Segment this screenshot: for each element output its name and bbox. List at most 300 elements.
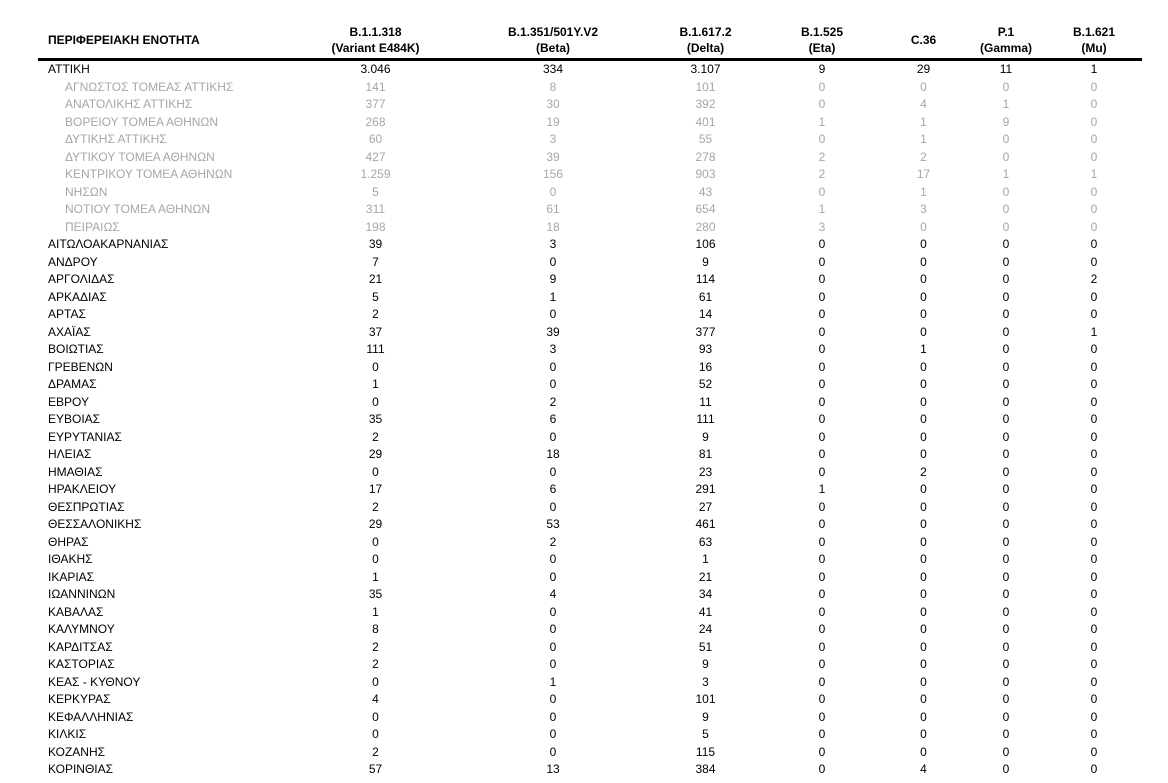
variant-count-cell: 0 xyxy=(1090,517,1098,531)
table-row xyxy=(38,761,1142,779)
variant-count-cell: 0 xyxy=(549,552,557,566)
variant-count-cell: 0 xyxy=(1090,622,1098,636)
header-variant-code: B.1.525 xyxy=(800,25,844,39)
variant-count-cell: 11 xyxy=(699,394,712,409)
variant-count-cell: 0 xyxy=(372,534,379,549)
header-row xyxy=(38,22,1142,60)
variant-count-cell: 1 xyxy=(920,342,927,356)
variant-count-cell: 39 xyxy=(546,149,560,164)
variant-count-cell: 0 xyxy=(1090,359,1098,374)
variant-count-cell: 1 xyxy=(372,604,379,619)
table-row xyxy=(38,306,1142,324)
table-row xyxy=(38,60,1142,79)
table-row xyxy=(38,446,1142,464)
variant-count-cell: 1 xyxy=(920,114,927,129)
variant-count-cell: 0 xyxy=(818,674,826,689)
variant-count-cell: 0 xyxy=(1002,394,1010,409)
region-name-cell: ΑΧΑΪΑΣ xyxy=(48,324,91,339)
variant-count-cell: 0 xyxy=(818,377,826,391)
header-variant xyxy=(648,22,763,60)
variant-count-cell: 0 xyxy=(818,412,826,426)
variant-count-cell: 0 xyxy=(1002,674,1010,689)
variant-count-cell: 0 xyxy=(818,604,826,619)
region-name-cell: ΑΝΔΡΟΥ xyxy=(48,254,98,269)
region-name-cell: ΑΡΓΟΛΙΔΑΣ xyxy=(48,272,115,286)
variant-count-cell: 1 xyxy=(372,569,379,584)
variant-count-cell: 0 xyxy=(920,412,927,426)
variant-count-cell: 2 xyxy=(549,394,557,409)
variant-count-cell: 0 xyxy=(920,604,927,619)
variant-count-cell: 0 xyxy=(1002,517,1010,531)
variant-count-cell: 4 xyxy=(920,762,927,776)
variant-count-cell: 21 xyxy=(368,272,383,286)
region-name-cell: ΚΕΑΣ - ΚΥΘΝΟΥ xyxy=(48,674,141,689)
variant-count-cell: 9 xyxy=(702,429,709,444)
variant-count-cell: 0 xyxy=(372,674,379,689)
table-row-subregion xyxy=(38,184,1142,202)
variant-count-cell: 14 xyxy=(698,307,713,321)
variant-count-cell: 1 xyxy=(818,482,826,496)
variant-count-cell: 0 xyxy=(818,359,826,374)
region-name-cell: ΚΑΛΥΜΝΟΥ xyxy=(48,622,115,636)
table-row xyxy=(38,726,1142,744)
variant-count-cell: 2 xyxy=(372,657,379,671)
variant-count-cell: 1.259 xyxy=(360,167,391,181)
variant-count-cell: 0 xyxy=(1002,254,1010,269)
variant-count-cell: 0 xyxy=(818,499,826,514)
variant-count-cell: 0 xyxy=(549,622,557,636)
variant-count-cell: 2 xyxy=(372,499,379,514)
variant-count-cell: 0 xyxy=(818,254,826,269)
variant-count-cell: 0 xyxy=(1090,552,1098,566)
variant-count-cell: 2 xyxy=(372,744,379,759)
region-name-cell: ΑΓΝΩΣΤΟΣ ΤΟΜΕΑΣ ΑΤΤΙΚΗΣ xyxy=(65,79,234,94)
variant-count-cell: 0 xyxy=(1002,657,1010,671)
variant-count-cell: 9 xyxy=(549,272,557,286)
variant-count-cell: 0 xyxy=(1002,272,1010,286)
variant-count-cell: 0 xyxy=(920,622,927,636)
variant-count-cell: 0 xyxy=(920,394,927,409)
table-row xyxy=(38,709,1142,727)
variant-count-cell: 0 xyxy=(549,184,557,199)
variant-count-cell: 0 xyxy=(1090,342,1098,356)
header-region: ΠΕΡΙΦΕΡΕΙΑΚΗ ΕΝΟΤΗΤΑ xyxy=(38,22,293,60)
variant-count-cell: 0 xyxy=(1090,692,1098,706)
variant-count-cell: 51 xyxy=(698,639,713,654)
variant-count-cell: 0 xyxy=(818,184,826,199)
variant-count-cell: 0 xyxy=(1002,709,1010,724)
variant-count-cell: 0 xyxy=(1090,569,1098,584)
variant-count-cell: 0 xyxy=(1090,202,1098,216)
variant-count-cell: 0 xyxy=(1002,727,1010,741)
variant-count-cell: 0 xyxy=(1090,114,1098,129)
variant-count-cell: 0 xyxy=(1090,254,1098,269)
table-row xyxy=(38,744,1142,762)
variant-count-cell: 0 xyxy=(1090,482,1098,496)
variant-count-cell: 2 xyxy=(549,534,557,549)
variant-count-cell: 0 xyxy=(372,709,379,724)
variant-count-cell: 0 xyxy=(920,499,927,514)
table-row xyxy=(38,569,1142,587)
region-name-cell: ΔΥΤΙΚΗΣ ΑΤΤΙΚΗΣ xyxy=(65,132,167,146)
variant-count-cell: 0 xyxy=(549,464,557,479)
variant-count-cell: 0 xyxy=(549,709,557,724)
variant-count-cell: 0 xyxy=(920,377,927,391)
variant-count-cell: 6 xyxy=(549,482,557,496)
variant-count-cell: 0 xyxy=(1090,727,1098,741)
variant-count-cell: 5 xyxy=(702,727,709,741)
variant-count-cell: 0 xyxy=(1090,429,1098,444)
variant-count-cell: 43 xyxy=(698,184,713,199)
variant-count-cell: 0 xyxy=(1090,499,1098,514)
variant-count-cell: 0 xyxy=(818,534,826,549)
variant-count-cell: 0 xyxy=(1090,307,1098,321)
table-body xyxy=(38,60,1142,779)
region-name-cell: ΘΕΣΠΡΩΤΙΑΣ xyxy=(48,499,125,514)
variant-count-cell: 0 xyxy=(818,552,826,566)
variant-count-cell: 0 xyxy=(920,639,927,654)
variant-count-cell: 93 xyxy=(698,342,713,356)
region-name-cell: ΑΤΤΙΚΗ xyxy=(48,62,90,76)
variant-count-cell: 0 xyxy=(920,709,927,724)
variant-count-cell: 0 xyxy=(549,307,557,321)
variant-count-cell: 0 xyxy=(1090,149,1098,164)
variant-count-cell: 1 xyxy=(372,377,379,391)
header-variant-name: (Mu) xyxy=(1081,41,1107,55)
variant-count-cell: 111 xyxy=(366,342,385,356)
variant-count-cell: 0 xyxy=(1002,692,1010,706)
variant-count-cell: 61 xyxy=(698,289,713,304)
table-row xyxy=(38,324,1142,342)
header-variant-code: B.1.351/501Y.V2 xyxy=(507,25,599,39)
variant-count-cell: 17 xyxy=(368,482,383,496)
variant-count-cell: 1 xyxy=(549,289,557,304)
variant-count-cell: 19 xyxy=(546,114,560,129)
variant-count-cell: 0 xyxy=(1090,289,1098,304)
table-row xyxy=(38,621,1142,639)
variant-count-cell: 278 xyxy=(695,149,716,164)
header-variant-code: B.1.1.318 xyxy=(349,25,402,39)
variant-count-cell: 3 xyxy=(818,219,826,234)
region-name-cell: ΒΟΡΕΙΟΥ ΤΟΜΕΑ ΑΘΗΝΩΝ xyxy=(65,114,219,129)
variant-count-cell: 0 xyxy=(1090,394,1098,409)
variant-count-cell: 30 xyxy=(546,97,560,111)
variant-count-cell: 27 xyxy=(698,499,713,514)
variant-count-cell: 3.046 xyxy=(360,62,391,76)
variant-count-cell: 0 xyxy=(1002,377,1010,391)
variant-count-cell: 0 xyxy=(1002,184,1010,199)
variant-count-cell: 0 xyxy=(920,727,927,741)
region-name-cell: ΘΕΣΣΑΛΟΝΙΚΗΣ xyxy=(48,517,142,531)
region-name-cell: ΒΟΙΩΤΙΑΣ xyxy=(48,342,104,356)
region-name-cell: ΔΡΑΜΑΣ xyxy=(48,377,97,391)
variant-count-cell: 18 xyxy=(546,219,560,234)
variant-count-cell: 5 xyxy=(372,289,379,304)
variants-by-region-table xyxy=(38,22,1142,779)
variant-count-cell: 0 xyxy=(1090,97,1098,111)
variant-count-cell: 0 xyxy=(1002,307,1010,321)
variant-count-cell: 21 xyxy=(698,569,713,584)
variant-count-cell: 0 xyxy=(549,604,557,619)
variant-count-cell: 24 xyxy=(698,622,713,636)
variant-count-cell: 0 xyxy=(1002,132,1010,146)
variant-count-cell: 291 xyxy=(695,482,716,496)
variant-count-cell: 34 xyxy=(698,587,713,601)
variant-count-cell: 2 xyxy=(920,464,927,479)
variant-count-cell: 903 xyxy=(695,167,716,181)
table-row-subregion xyxy=(38,96,1142,114)
variant-count-cell: 0 xyxy=(1002,219,1010,234)
region-name-cell: ΓΡΕΒΕΝΩΝ xyxy=(48,359,113,374)
variant-count-cell: 57 xyxy=(368,762,383,776)
variant-count-cell: 3 xyxy=(549,237,557,251)
region-name-cell: ΙΩΑΝΝΙΝΩΝ xyxy=(48,587,116,601)
variant-count-cell: 0 xyxy=(1002,482,1010,496)
region-name-cell: ΠΕΙΡΑΙΩΣ xyxy=(65,219,120,234)
region-name-cell: ΙΘΑΚΗΣ xyxy=(48,552,93,566)
variant-count-cell: 1 xyxy=(1090,62,1098,76)
variant-count-cell: 0 xyxy=(1090,79,1098,94)
variant-count-cell: 2 xyxy=(818,149,826,164)
variant-count-cell: 0 xyxy=(818,762,826,776)
variant-count-cell: 0 xyxy=(1002,447,1010,461)
variant-count-cell: 0 xyxy=(920,744,927,759)
region-name-cell: ΚΟΖΑΝΗΣ xyxy=(48,744,106,759)
variant-count-cell: 0 xyxy=(1090,744,1098,759)
variant-count-cell: 0 xyxy=(372,552,379,566)
region-name-cell: ΕΥΒΟΙΑΣ xyxy=(48,412,101,426)
variant-count-cell: 0 xyxy=(920,587,927,601)
variant-count-cell: 53 xyxy=(546,517,560,531)
variant-count-cell: 4 xyxy=(372,692,379,706)
variant-count-cell: 0 xyxy=(818,587,826,601)
variant-count-cell: 17 xyxy=(916,167,931,181)
variant-count-cell: 3.107 xyxy=(690,62,721,76)
variant-count-cell: 1 xyxy=(818,202,826,216)
header-variant-name: (Beta) xyxy=(535,41,570,55)
variant-count-cell: 0 xyxy=(818,709,826,724)
variant-count-cell: 0 xyxy=(1090,674,1098,689)
variant-count-cell: 4 xyxy=(920,97,927,111)
table-row xyxy=(38,534,1142,552)
variant-count-cell: 63 xyxy=(698,534,713,549)
region-name-cell: ΕΒΡΟΥ xyxy=(48,394,89,409)
variant-count-cell: 0 xyxy=(920,289,927,304)
variant-count-cell: 0 xyxy=(818,79,826,94)
variant-count-cell: 392 xyxy=(695,97,716,111)
header-variant xyxy=(763,22,881,60)
variant-count-cell: 0 xyxy=(920,447,927,461)
variant-count-cell: 9 xyxy=(702,254,709,269)
region-name-cell: ΑΙΤΩΛΟΑΚΑΡΝΑΝΙΑΣ xyxy=(48,237,169,251)
variant-count-cell: 0 xyxy=(549,359,557,374)
variant-count-cell: 1 xyxy=(1002,167,1010,181)
table-row xyxy=(38,254,1142,272)
header-variant-code: B.1.621 xyxy=(1072,25,1116,39)
variant-count-cell: 0 xyxy=(920,674,927,689)
table-row-subregion xyxy=(38,201,1142,219)
variant-count-cell: 8 xyxy=(372,622,379,636)
region-name-cell: ΚΟΡΙΝΘΙΑΣ xyxy=(48,762,114,776)
variant-count-cell: 0 xyxy=(818,307,826,321)
variant-count-cell: 198 xyxy=(365,219,386,234)
variant-count-cell: 0 xyxy=(1090,464,1098,479)
variant-count-cell: 0 xyxy=(1002,587,1010,601)
region-name-cell: ΚΙΛΚΙΣ xyxy=(48,727,87,741)
region-name-cell: ΚΑΒΑΛΑΣ xyxy=(48,604,104,619)
variant-count-cell: 0 xyxy=(920,552,927,566)
variant-count-cell: 0 xyxy=(1002,412,1010,426)
variant-count-cell: 0 xyxy=(818,639,826,654)
variant-count-cell: 1 xyxy=(549,674,557,689)
variant-count-cell: 280 xyxy=(695,219,716,234)
variant-count-cell: 0 xyxy=(549,429,557,444)
table-row-subregion xyxy=(38,219,1142,237)
variant-count-cell: 1 xyxy=(920,184,927,199)
table-row-subregion xyxy=(38,114,1142,132)
variant-count-cell: 101 xyxy=(695,692,716,706)
variant-count-cell: 0 xyxy=(1002,499,1010,514)
variant-count-cell: 0 xyxy=(818,342,826,356)
variant-count-cell: 0 xyxy=(818,727,826,741)
variant-count-cell: 13 xyxy=(546,762,560,776)
header-variant xyxy=(1046,22,1142,60)
variant-count-cell: 0 xyxy=(1002,429,1010,444)
variant-count-cell: 427 xyxy=(365,149,386,164)
variant-count-cell: 0 xyxy=(818,429,826,444)
variant-count-cell: 111 xyxy=(696,412,715,426)
variant-count-cell: 52 xyxy=(698,377,713,391)
variant-count-cell: 60 xyxy=(368,132,383,146)
table-row-subregion xyxy=(38,149,1142,167)
variant-count-cell: 0 xyxy=(818,394,826,409)
variant-count-cell: 11 xyxy=(999,62,1013,76)
variant-count-cell: 3 xyxy=(549,342,557,356)
variant-count-cell: 0 xyxy=(920,657,927,671)
variant-count-cell: 0 xyxy=(818,692,826,706)
variant-count-cell: 0 xyxy=(1002,289,1010,304)
region-name-cell: ΗΛΕΙΑΣ xyxy=(48,447,92,461)
header-variant-code: B.1.617.2 xyxy=(679,25,732,39)
table-row xyxy=(38,691,1142,709)
variant-count-cell: 0 xyxy=(818,569,826,584)
variant-count-cell: 0 xyxy=(920,429,927,444)
table-row xyxy=(38,586,1142,604)
region-name-cell: ΕΥΡΥΤΑΝΙΑΣ xyxy=(48,429,122,444)
table-row xyxy=(38,236,1142,254)
region-name-cell: ΚΑΣΤΟΡΙΑΣ xyxy=(48,657,115,671)
variant-count-cell: 9 xyxy=(702,709,709,724)
variant-count-cell: 3 xyxy=(702,674,709,689)
variant-count-cell: 39 xyxy=(368,237,383,251)
variant-count-cell: 0 xyxy=(549,377,557,391)
region-name-cell: ΑΝΑΤΟΛΙΚΗΣ ΑΤΤΙΚΗΣ xyxy=(65,97,193,111)
table-row xyxy=(38,271,1142,289)
variant-count-cell: 0 xyxy=(920,692,927,706)
variant-count-cell: 0 xyxy=(1002,552,1010,566)
variant-count-cell: 2 xyxy=(372,307,379,321)
variant-count-cell: 0 xyxy=(1090,132,1098,146)
variant-count-cell: 0 xyxy=(1090,709,1098,724)
variant-count-cell: 0 xyxy=(1002,149,1010,164)
variant-count-cell: 18 xyxy=(546,447,560,461)
variant-count-cell: 3 xyxy=(549,132,557,146)
variant-count-cell: 0 xyxy=(1002,359,1010,374)
variant-count-cell: 1 xyxy=(1002,97,1010,111)
header-variant xyxy=(881,22,966,60)
table-row xyxy=(38,411,1142,429)
variant-count-cell: 9 xyxy=(1002,114,1010,129)
variant-count-cell: 0 xyxy=(1002,604,1010,619)
variant-count-cell: 61 xyxy=(546,202,560,216)
variant-count-cell: 35 xyxy=(368,587,383,601)
variant-count-cell: 115 xyxy=(695,744,716,759)
variant-count-cell: 55 xyxy=(698,132,713,146)
variant-count-cell: 0 xyxy=(1090,237,1098,251)
variant-count-cell: 0 xyxy=(920,482,927,496)
variant-count-cell: 0 xyxy=(920,272,927,286)
variant-count-cell: 654 xyxy=(695,202,716,216)
variant-count-cell: 0 xyxy=(818,657,826,671)
region-name-cell: ΗΜΑΘΙΑΣ xyxy=(48,464,103,479)
variant-count-cell: 141 xyxy=(365,79,386,94)
variant-count-cell: 29 xyxy=(368,517,383,531)
variant-count-cell: 0 xyxy=(920,219,927,234)
variant-count-cell: 0 xyxy=(920,79,927,94)
variant-count-cell: 0 xyxy=(920,359,927,374)
variant-count-cell: 9 xyxy=(702,657,709,671)
variant-count-cell: 334 xyxy=(542,62,564,76)
header-variant xyxy=(458,22,648,60)
table-row-subregion xyxy=(38,79,1142,97)
variant-count-cell: 0 xyxy=(818,517,826,531)
variant-count-cell: 0 xyxy=(1090,412,1098,426)
table-row xyxy=(38,359,1142,377)
variant-count-cell: 1 xyxy=(920,132,927,146)
variant-count-cell: 268 xyxy=(365,114,386,129)
variant-count-cell: 0 xyxy=(1090,184,1098,199)
variant-count-cell: 0 xyxy=(818,744,826,759)
variant-count-cell: 0 xyxy=(1002,79,1010,94)
variant-count-cell: 0 xyxy=(549,639,557,654)
variant-count-cell: 1 xyxy=(702,552,709,566)
variant-count-cell: 1 xyxy=(1090,167,1098,181)
variant-count-cell: 0 xyxy=(549,499,557,514)
region-name-cell: ΗΡΑΚΛΕΙΟΥ xyxy=(48,482,117,496)
variant-count-cell: 0 xyxy=(1090,587,1098,601)
variant-count-cell: 461 xyxy=(695,517,716,531)
table-row xyxy=(38,604,1142,622)
table-row xyxy=(38,341,1142,359)
variant-count-cell: 37 xyxy=(368,324,383,339)
variant-count-cell: 29 xyxy=(368,447,383,461)
variant-count-cell: 2 xyxy=(1090,272,1098,286)
variant-count-cell: 0 xyxy=(1002,237,1010,251)
variant-count-cell: 0 xyxy=(549,254,557,269)
variant-count-cell: 401 xyxy=(695,114,716,129)
table-row xyxy=(38,674,1142,692)
variant-count-cell: 0 xyxy=(920,569,927,584)
variant-count-cell: 0 xyxy=(818,447,826,461)
region-name-cell: ΚΑΡΔΙΤΣΑΣ xyxy=(48,639,113,654)
variant-count-cell: 0 xyxy=(1090,639,1098,654)
variant-count-cell: 0 xyxy=(549,657,557,671)
variant-count-cell: 0 xyxy=(1002,744,1010,759)
table-row-subregion xyxy=(38,166,1142,184)
variant-count-cell: 0 xyxy=(1090,447,1098,461)
variant-count-cell: 0 xyxy=(549,727,557,741)
variant-count-cell: 156 xyxy=(542,167,564,181)
